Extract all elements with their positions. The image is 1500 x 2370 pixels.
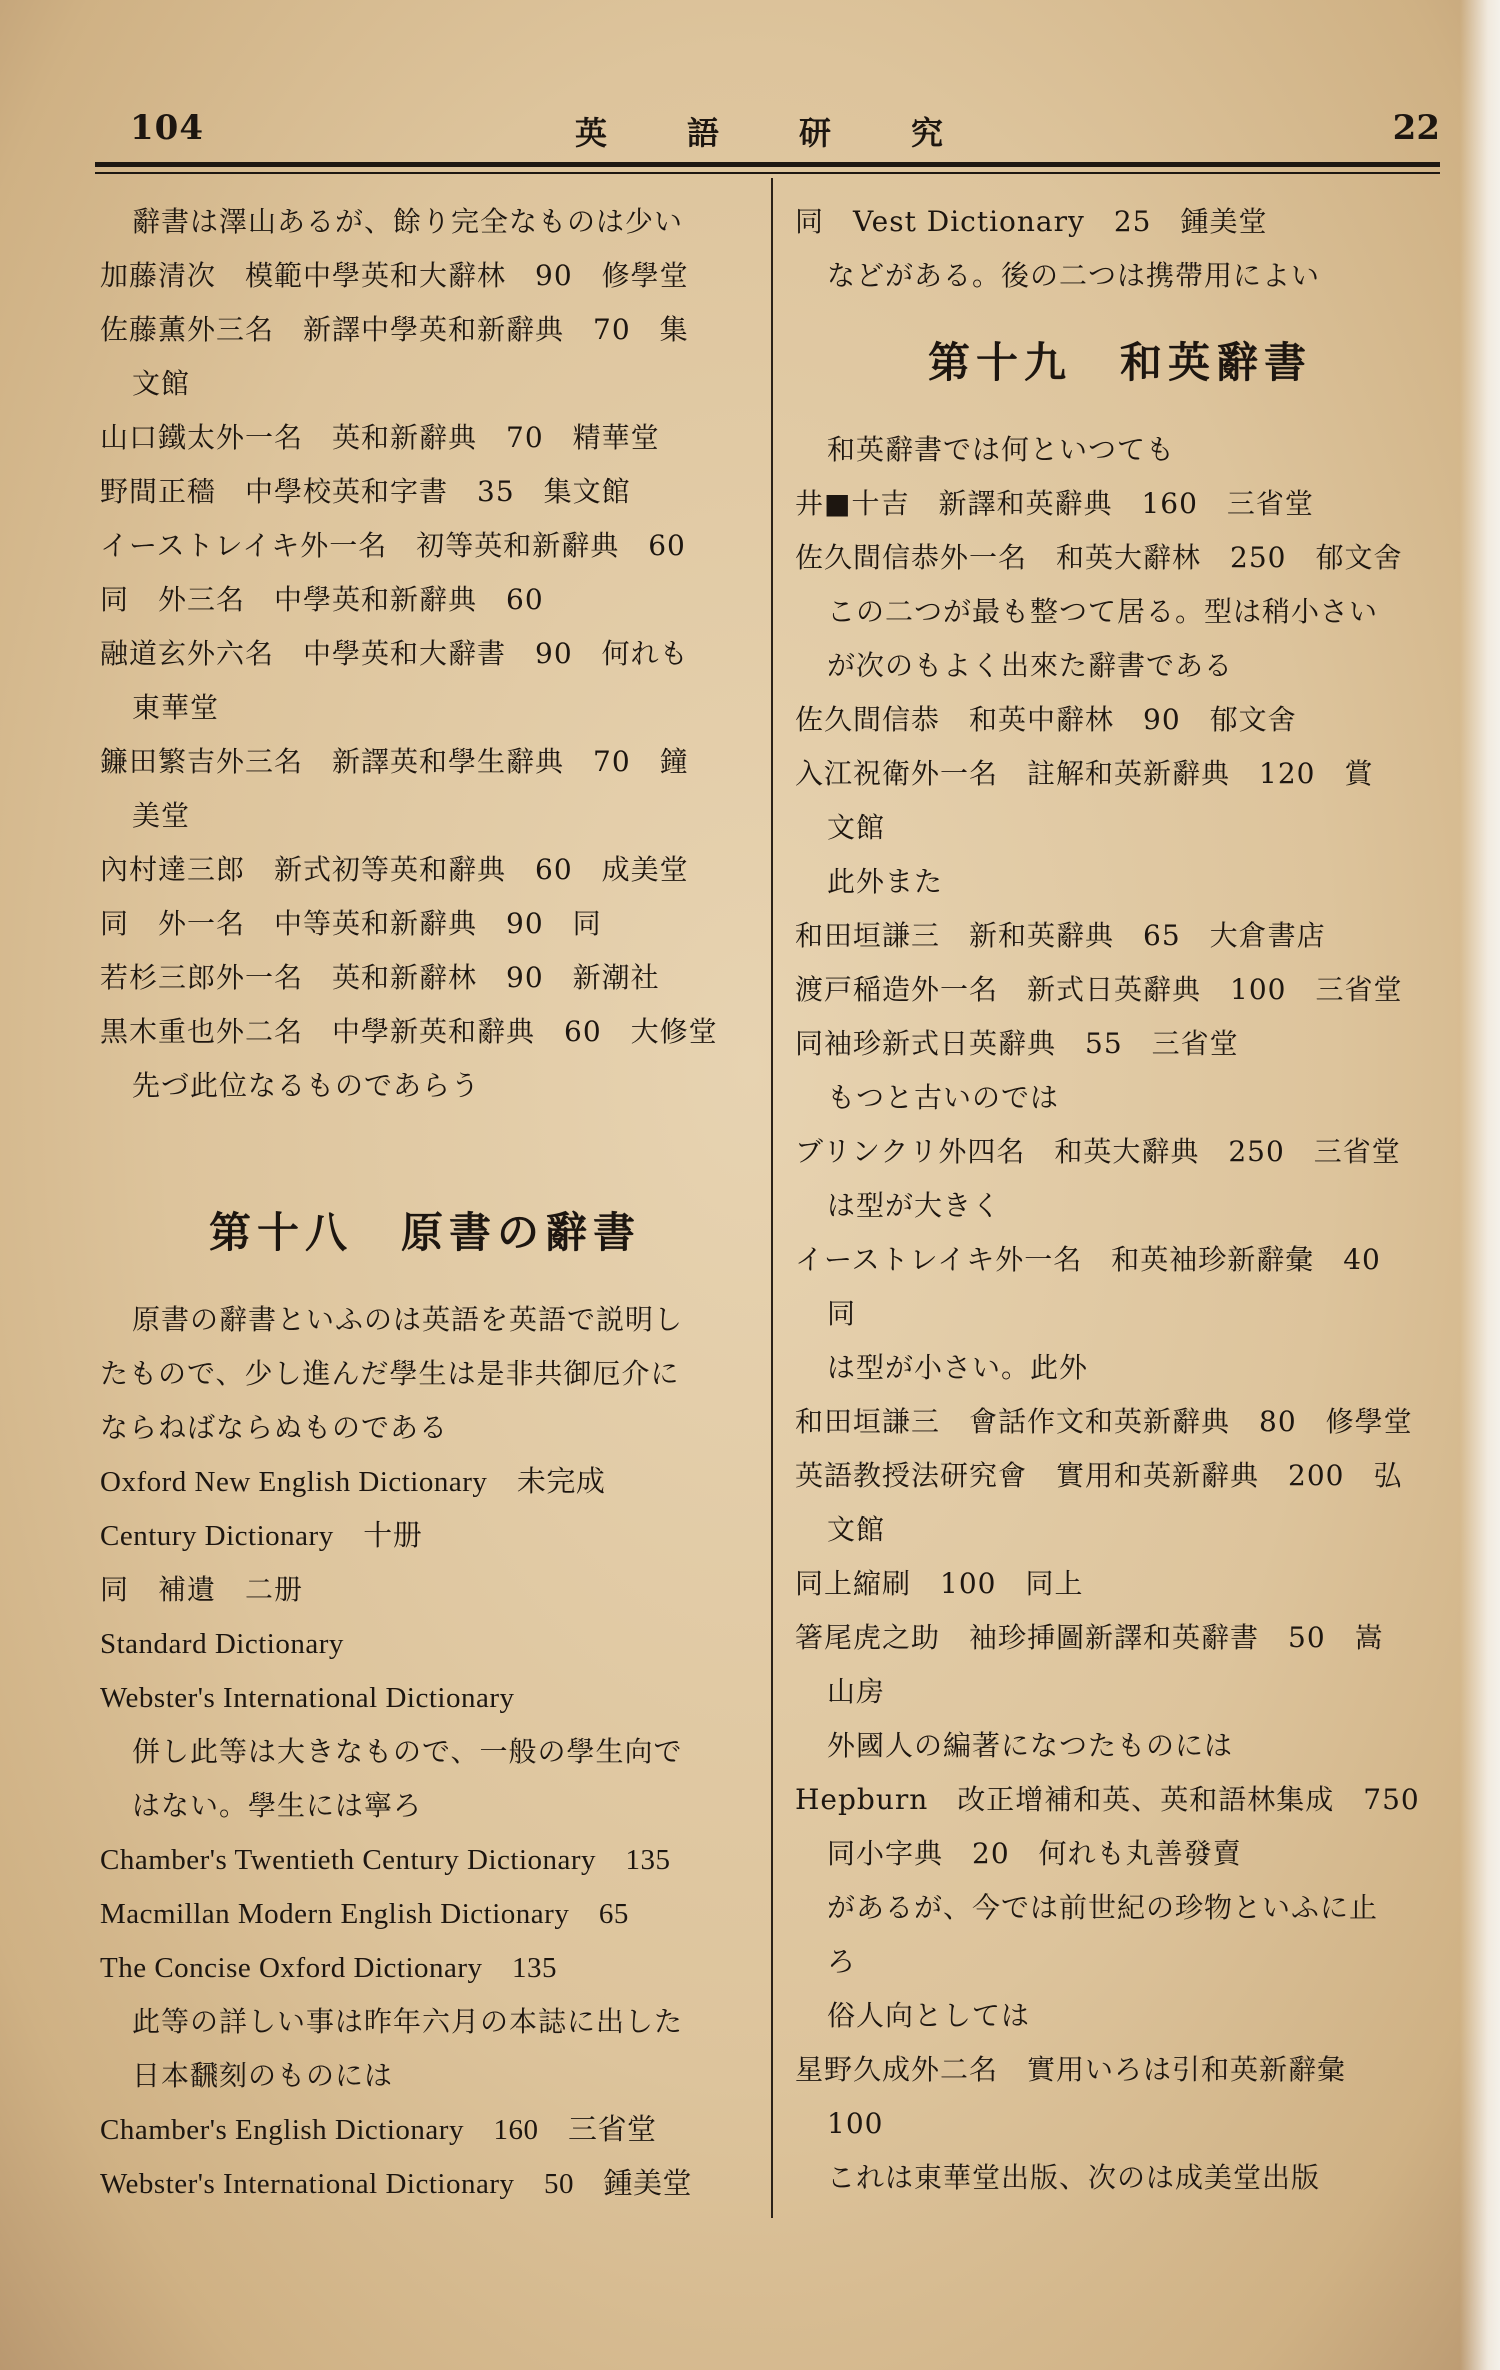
- text-line: 入江祝衛外一名 註解和英新辭典 120 賞: [795, 757, 1374, 790]
- text-line: 外國人の編著になつたものには: [827, 1729, 1234, 1762]
- text-line: 井■十吉 新譯和英辭典 160 三省堂: [795, 487, 1314, 520]
- page-edge: [1460, 0, 1500, 2370]
- text-line: 同: [827, 1297, 857, 1330]
- text-line: 併し此等は大きなもので、一般の學生向で: [132, 1735, 683, 1768]
- spacer: [100, 1113, 750, 1173]
- text-line: 和田垣謙三 新和英辭典 65 大倉書店: [795, 919, 1326, 952]
- text-line: ならねばならぬものである: [100, 1411, 449, 1444]
- text-line: 美堂: [132, 799, 191, 832]
- text-line: 內村達三郎 新式初等英和辭典 60 成美堂: [100, 853, 689, 886]
- text-line: Webster's International Dictionary 50 鍾美堂: [100, 2168, 692, 2200]
- text-line: 野間正穡 中學校英和字書 35 集文館: [100, 475, 631, 508]
- text-line: Webster's International Dictionary: [100, 1682, 515, 1714]
- text-line: 此外また: [827, 865, 944, 898]
- section-18-title: 第十八 原書の辭書: [208, 1208, 641, 1257]
- text-line: 融道玄外六名 中學英和大辭書 90 何れも: [100, 637, 689, 670]
- text-line: 同 Vest Dictionary 25 鍾美堂: [795, 205, 1268, 238]
- text-line: イーストレイキ外一名 初等英和新辭典 60: [100, 529, 686, 562]
- text-line: 辭書は澤山あるが、餘り完全なものは少い: [132, 205, 684, 238]
- text-line: 若杉三郎外一名 英和新辭林 90 新潮社: [100, 961, 660, 994]
- page-number-left: 104: [130, 108, 204, 148]
- text-line: 日本飜刻のものには: [132, 2059, 394, 2092]
- text-line: 文館: [827, 811, 886, 844]
- text-line: は型が大きく: [827, 1189, 1002, 1222]
- text-line: 渡戸稲造外一名 新式日英辭典 100 三省堂: [795, 973, 1403, 1006]
- text-line: 英語教授法研究會 實用和英新辭典 200 弘: [795, 1459, 1403, 1492]
- text-line: 原書の辭書といふのは英語を英語で説明し: [132, 1303, 684, 1336]
- text-line: 星野久成外二名 實用いろは引和英新辭彙: [795, 2053, 1347, 2086]
- text-line: が次のもよく出來た辭書である: [827, 649, 1234, 682]
- text-line: などがある。後の二つは携帶用によい: [827, 259, 1321, 292]
- text-line: 加藤清次 模範中學英和大辭林 90 修學堂: [100, 259, 689, 292]
- text-line: 佐久間信恭 和英中辭林 90 郁文舍: [795, 703, 1297, 736]
- text-line: この二つが最も整つて居る。型は稍小さい: [827, 595, 1379, 628]
- header-rule-thin: [95, 172, 1440, 174]
- text-line: Hepburn 改正增補和英、英和語林集成 750: [795, 1783, 1420, 1816]
- text-line: 鐮田繁吉外三名 新譯英和學生辭典 70 鐘: [100, 745, 689, 778]
- left-column: [100, 195, 750, 2211]
- text-line: 同小字典 20 何れも丸善發賣: [827, 1837, 1242, 1870]
- text-line: 佐久間信恭外一名 和英大辭林 250 郁文舍: [795, 541, 1403, 574]
- text-line: 和田垣謙三 會話作文和英新辭典 80 修學堂: [795, 1405, 1413, 1438]
- right-column: [795, 195, 1445, 2205]
- text-line: は型が小さい。此外: [827, 1351, 1089, 1384]
- text-line: はない。學生には寧ろ: [132, 1789, 423, 1822]
- page-header: [95, 108, 1440, 158]
- text-line: 同 外一名 中等英和新辭典 90 同: [100, 907, 602, 940]
- text-line: 同袖珍新式日英辭典 55 三省堂: [795, 1027, 1239, 1060]
- text-line: The Concise Oxford Dictionary 135: [100, 1952, 558, 1984]
- text-line: 俗人向としては: [827, 1999, 1031, 2032]
- text-line: 同上縮刷 100 同上: [795, 1567, 1084, 1600]
- text-line: 山房: [827, 1675, 886, 1708]
- text-line: 100: [827, 2107, 884, 2140]
- text-line: 黒木重也外二名 中學新英和辭典 60 大修堂: [100, 1015, 718, 1048]
- text-line: Standard Dictionary: [100, 1628, 344, 1660]
- text-line: 同 補遺 二册: [100, 1573, 304, 1606]
- left-block-2: [100, 1293, 750, 2211]
- text-line: Chamber's English Dictionary 160 三省堂: [100, 2114, 657, 2146]
- left-block-1: [100, 195, 750, 1113]
- section-19-title: 第十九 和英辭書: [927, 338, 1312, 387]
- header-rule-thick: [95, 162, 1440, 167]
- text-line: 佐藤薫外三名 新譯中學英和新辭典 70 集: [100, 313, 689, 346]
- text-line: 山口鐵太外一名 英和新辭典 70 精華堂: [100, 421, 660, 454]
- running-title: 英語研究: [575, 114, 1024, 152]
- text-line: たもので、少し進んだ學生は是非共御厄介に: [100, 1357, 680, 1390]
- page-number-right: 22: [1392, 108, 1440, 148]
- text-line: もつと古いのでは: [827, 1081, 1060, 1114]
- text-line: 文館: [132, 367, 191, 400]
- text-line: ろ: [827, 1945, 857, 1978]
- right-block-2: [795, 423, 1445, 2205]
- text-line: があるが、今では前世紀の珍物といふに止: [827, 1891, 1379, 1924]
- right-block-1: [795, 195, 1445, 303]
- text-line: 此等の詳しい事は昨年六月の本誌に出した: [132, 2005, 684, 2038]
- text-line: イーストレイキ外一名 和英袖珍新辭彙 40: [795, 1243, 1381, 1276]
- column-divider: [771, 178, 773, 2218]
- text-line: 東華堂: [132, 691, 220, 724]
- text-line: 文館: [827, 1513, 886, 1546]
- text-line: ブリンクリ外四名 和英大辭典 250 三省堂: [795, 1135, 1401, 1168]
- text-line: 先づ此位なるものであらう: [132, 1069, 481, 1102]
- text-line: これは東華堂出版、次のは成美堂出版: [827, 2161, 1321, 2194]
- text-line: Oxford New English Dictionary 未完成: [100, 1466, 606, 1498]
- text-line: Century Dictionary 十册: [100, 1520, 423, 1552]
- text-line: Chamber's Twentieth Century Dictionary 135: [100, 1844, 671, 1876]
- text-line: Macmillan Modern English Dictionary 65: [100, 1898, 629, 1930]
- text-line: 同 外三名 中學英和新辭典 60: [100, 583, 544, 616]
- text-line: 和英辭書では何といつても: [827, 433, 1176, 466]
- text-line: 箸尾虎之助 袖珍挿圖新譯和英辭書 50 嵩: [795, 1621, 1384, 1654]
